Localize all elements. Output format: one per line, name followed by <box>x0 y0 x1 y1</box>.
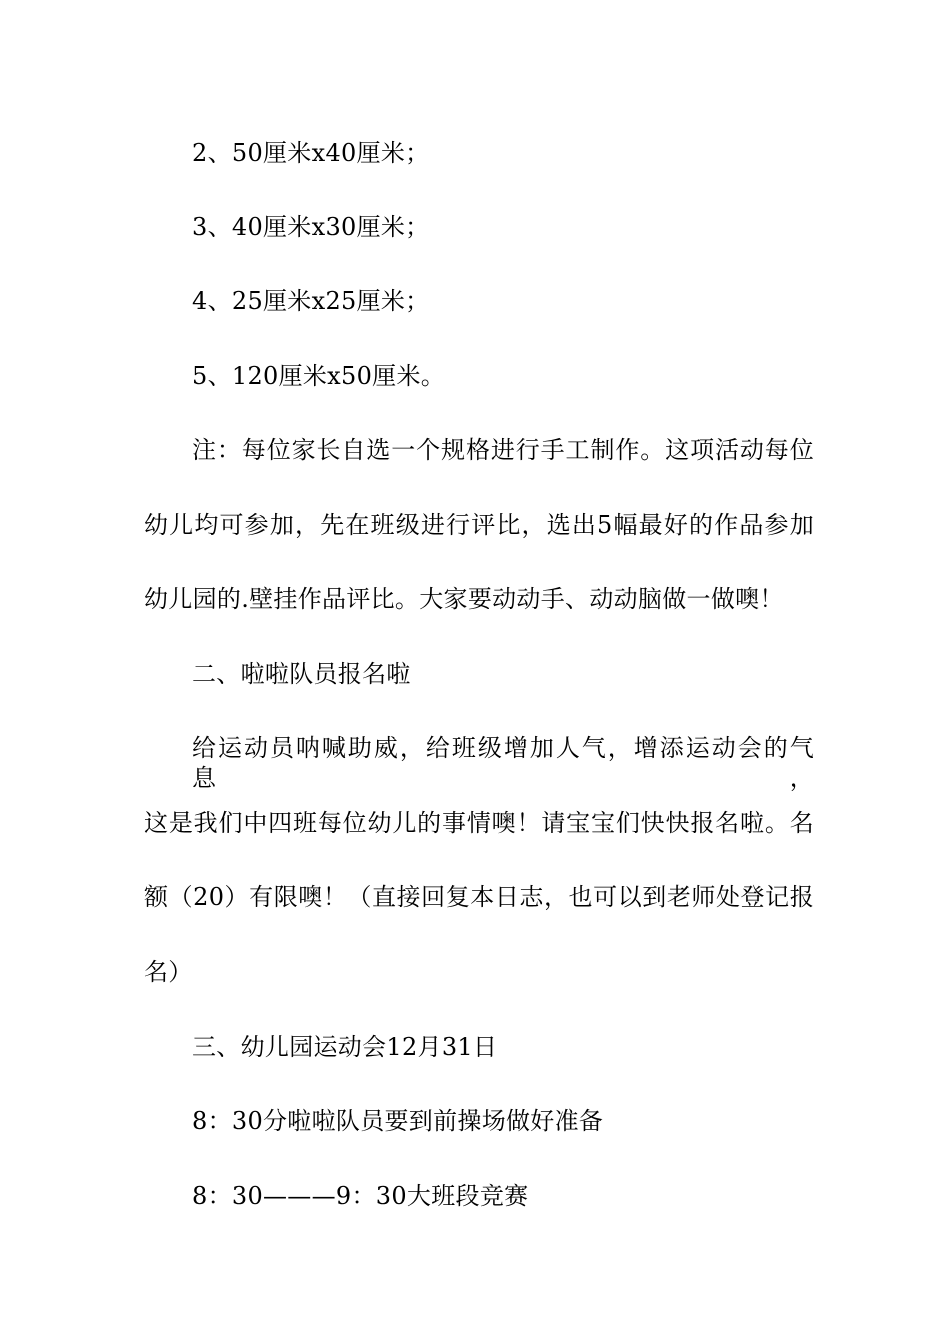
size-item: 4、25厘米x25厘米； <box>192 287 430 315</box>
paragraph-line: 额（20）有限噢！（直接回复本日志，也可以到老师处登记报 <box>144 883 814 911</box>
paragraph-line: 给运动员呐喊助威，给班级增加人气，增添运动会的气息， <box>192 734 814 792</box>
section-heading: 三、幼儿园运动会12月31日 <box>192 1033 498 1061</box>
note-line: 幼儿均可参加，先在班级进行评比，选出5幅最好的作品参加 <box>144 511 814 539</box>
note-line: 幼儿园的.壁挂作品评比。大家要动动手、动动脑做一做噢！ <box>144 585 784 613</box>
schedule-item: 8：30———9：30大班段竞赛 <box>192 1182 529 1210</box>
note-line: 注：每位家长自选一个规格进行手工制作。这项活动每位 <box>192 436 814 464</box>
size-item: 5、120厘米x50厘米。 <box>192 362 446 390</box>
schedule-item: 8：30分啦啦队员要到前操场做好准备 <box>192 1107 604 1135</box>
paragraph-line: 这是我们中四班每位幼儿的事情噢！请宝宝们快快报名啦。名 <box>144 809 814 837</box>
size-item: 3、40厘米x30厘米； <box>192 213 430 241</box>
size-item: 2、50厘米x40厘米； <box>192 139 430 167</box>
paragraph-line: 名） <box>144 958 193 986</box>
section-heading: 二、啦啦队员报名啦 <box>192 660 411 688</box>
